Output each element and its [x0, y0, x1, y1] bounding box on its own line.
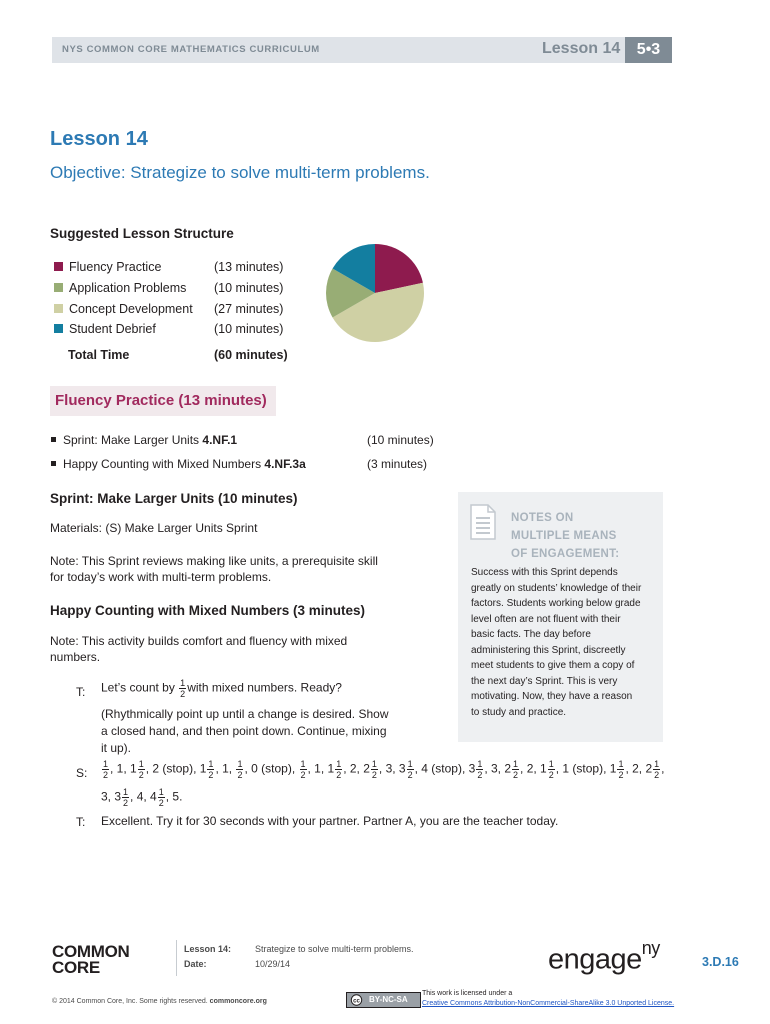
fraction: $\frac{1}{2}$: [237, 759, 243, 780]
notes-title-line: OF ENGAGEMENT:: [511, 548, 620, 560]
notes-body: [471, 565, 659, 720]
page-code: 3.D.16: [702, 955, 739, 969]
license-link[interactable]: Creative Commons Attribution-NonCommercial-ShareAlike 3.0 Unported License.: [422, 1000, 675, 1007]
fraction: $\frac{1}{2}$: [138, 759, 144, 780]
notes-title-line: NOTES ON: [511, 512, 574, 524]
notes-body-line: administering this Sprint, discreetly: [471, 644, 626, 656]
notes-body-line: factors. Students working below grade: [471, 598, 641, 609]
footer-date-value: 10/29/14: [255, 959, 291, 969]
teacher-line: [101, 678, 342, 699]
notes-body-line: motivating. Now, they have a reason: [471, 691, 633, 702]
bullet-icon: [51, 437, 56, 442]
notes-body-line: to study and practice.: [471, 706, 567, 718]
fraction: $\frac{1}{2}$: [336, 759, 342, 780]
notes-sidebar: [458, 492, 663, 742]
fraction: $\frac{1}{2}$: [618, 759, 624, 780]
logo-text: COMMON: [52, 942, 130, 961]
structure-time: (27 minutes): [214, 302, 284, 316]
happy-note-line: Note: This activity builds comfort and fluency with mixed: [50, 634, 348, 648]
page-title: Lesson 14: [50, 128, 148, 150]
student-count-line: $\frac{1}{2}$ , 1, 1 $\frac{1}{2}$ , 2 (stop), 1 $\frac{1}{2}$ , 1, $\frac{1}{2}$ , 0 (stop), $\frac{1}{2}$ , 1, 1 $\frac{1}{2}$ , 2, 2 $\frac{1}{2}$ , 3, 3 $\frac{1}{2}$ , 4 (stop), 3 $\frac{1}{2}$ , 3, 2 $\frac{1}{2}$ , 2, 1 $\frac{1}{2}$ , 1 (stop), 1 $\frac{1}{2}$ , 2, 2 $\frac{1}{2}$ ,: [103, 759, 665, 780]
fraction: $\frac{1}{2}$: [477, 759, 483, 780]
teacher-line-text: a closed hand, and then point down. Continue, mixing: [101, 724, 387, 738]
notes-title: [511, 509, 619, 563]
total-time-label: Total Time: [68, 348, 130, 362]
fluency-item-time: (3 minutes): [367, 457, 428, 471]
student-count-line: 3, 3 $\frac{1}{2}$ , 4, 4 $\frac{1}{2}$ , 5.: [101, 787, 183, 808]
fluency-item-text: Sprint: Make Larger Units: [63, 433, 203, 447]
structure-label: Student Debrief: [69, 322, 156, 336]
footer-lesson-label: Lesson 14:: [184, 944, 232, 954]
teacher-line-text: (Rhythmically point up until a change is desired. Show: [101, 707, 389, 721]
footer-lesson-value: Strategize to solve multi-term problems.: [255, 944, 414, 954]
standard-code: 4.NF.1: [202, 433, 238, 447]
structure-time: (13 minutes): [214, 260, 284, 274]
structure-time: (10 minutes): [214, 322, 284, 336]
legend-swatch: [54, 262, 63, 271]
notes-body-line: basic facts. The day before: [471, 629, 591, 640]
structure-time: (10 minutes): [214, 281, 284, 295]
header-banner: [52, 37, 672, 63]
structure-row-application: [54, 281, 186, 295]
notes-document-icon: [470, 504, 496, 540]
fluency-item-text: Happy Counting with Mixed Numbers: [63, 457, 265, 471]
fluency-title: Fluency Practice (13 minutes): [55, 392, 267, 409]
sprint-note-line: for today’s work with multi-term problems.: [50, 570, 272, 584]
cc-badge-text: BY-NC-SA: [369, 995, 408, 1004]
fluency-item: [50, 433, 237, 447]
teacher-speaker: T:: [76, 685, 86, 699]
footer-divider: [176, 940, 177, 976]
svg-text:cc: cc: [353, 998, 360, 1005]
fraction: $\frac{1}{2}$: [513, 759, 519, 780]
fraction: $\frac{1}{2}$: [548, 759, 554, 780]
logo-text: ny: [641, 938, 660, 958]
fraction: $\frac{1}{2}$: [123, 787, 129, 808]
teacher-speaker: T:: [76, 815, 86, 829]
structure-label: Application Problems: [69, 281, 187, 295]
legend-swatch: [54, 324, 63, 333]
notes-body-line: greatly on students’ knowledge of their: [471, 582, 642, 594]
standard-code: 4.NF.3a: [264, 457, 306, 471]
fraction: $\frac{1}{2}$: [180, 678, 186, 699]
engage-ny-logo: [548, 938, 660, 977]
grade-module-badge: 5•3: [625, 37, 672, 63]
copyright: © 2014 Common Core, Inc. Some rights reserved. commoncore.org: [52, 998, 267, 1005]
license-text: This work is licensed under a: [422, 990, 513, 997]
fluency-item-time: (10 minutes): [367, 433, 434, 447]
fraction: $\frac{1}{2}$: [158, 787, 164, 808]
sprint-note-line: Note: This Sprint reviews making like units, a prerequisite skill: [50, 554, 378, 568]
sprint-heading: Sprint: Make Larger Units (10 minutes): [50, 491, 298, 506]
structure-row-fluency: [54, 260, 161, 274]
logo-text: CORE: [52, 958, 100, 977]
fraction: $\frac{1}{2}$: [103, 759, 109, 780]
lesson-structure-heading: Suggested Lesson Structure: [50, 226, 234, 241]
structure-row-concept: [54, 302, 193, 316]
teacher-line-text: with mixed numbers. Ready?: [187, 680, 342, 695]
structure-row-debrief: [54, 322, 156, 336]
fraction: $\frac{1}{2}$: [371, 759, 377, 780]
teacher-line-text: it up).: [101, 741, 132, 755]
total-time-value: (60 minutes): [214, 348, 288, 362]
header-lesson-label: Lesson 14: [542, 40, 621, 57]
sprint-materials: Materials: (S) Make Larger Units Sprint: [50, 521, 258, 535]
fraction: $\frac{1}{2}$: [208, 759, 214, 780]
teacher-line-text: Excellent. Try it for 30 seconds with your partner. Partner A, you are the teacher today.: [101, 814, 559, 828]
fluency-item: [50, 457, 306, 471]
legend-swatch: [54, 283, 63, 292]
structure-label: Concept Development: [69, 302, 193, 316]
fraction: $\frac{1}{2}$: [407, 759, 413, 780]
objective: Objective: Strategize to solve multi-term problems.: [50, 163, 430, 182]
notes-body-line: Success with this Sprint depends: [471, 567, 618, 578]
curriculum-label: NYS COMMON CORE MATHEMATICS CURRICULUM: [62, 44, 320, 55]
cc-license-badge[interactable]: [346, 992, 421, 1008]
common-core-logo: [52, 944, 130, 976]
notes-title-line: MULTIPLE MEANS: [511, 530, 617, 542]
fluency-section-header: [50, 386, 276, 416]
fraction: $\frac{1}{2}$: [654, 759, 660, 780]
teacher-line-text: Let’s count by: [101, 680, 175, 695]
notes-body-line: meet students to give them a copy of: [471, 660, 635, 671]
happy-counting-heading: Happy Counting with Mixed Numbers (3 minutes): [50, 603, 366, 618]
logo-text: engage: [548, 943, 642, 976]
cc-icon: [350, 994, 363, 1006]
structure-label: Fluency Practice: [69, 260, 162, 274]
footer-date-label: Date:: [184, 959, 207, 969]
fraction: $\frac{1}{2}$: [300, 759, 306, 780]
lesson-structure-pie-chart: [325, 242, 425, 344]
bullet-icon: [51, 461, 56, 466]
student-speaker: S:: [76, 766, 88, 780]
notes-body-line: the next day’s Sprint. This is very: [471, 675, 618, 687]
notes-body-line: level often are not fluent with their: [471, 613, 621, 625]
legend-swatch: [54, 304, 63, 313]
happy-note-line: numbers.: [50, 650, 101, 664]
